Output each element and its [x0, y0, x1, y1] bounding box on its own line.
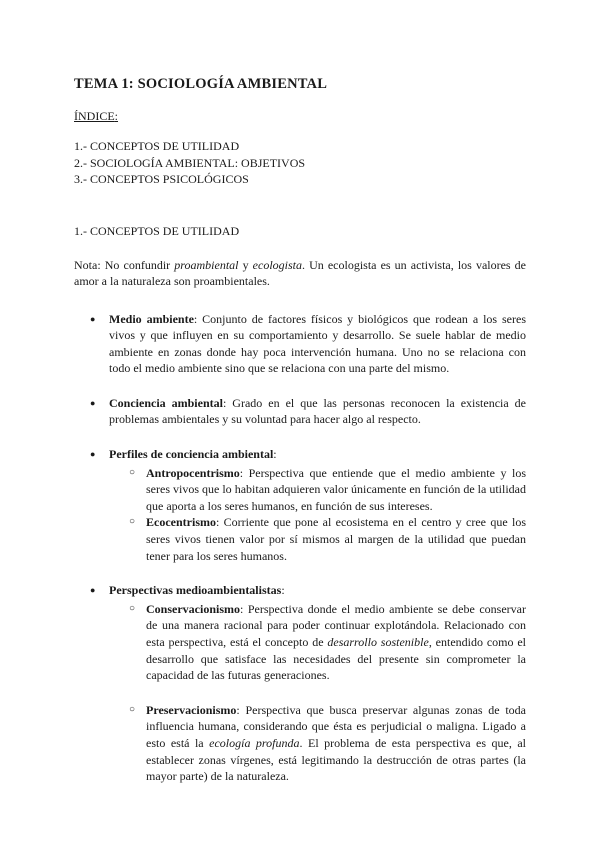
list-item [74, 446, 526, 564]
definition-text: : Corriente que pone al ecosistema en el centro y cree que los seres vivos tienen valor por sí mismos al margen de la utilidad que puedan tener para los seres humanos. [146, 515, 526, 563]
definition-text: : Conjunto de factores físicos y biológicos que rodean a los seres vivos y que influyen en su comportamiento y desarrollo. Se suele hablar de medio ambiente en zonas donde hay poca intervención humana. Uno no se relaciona con todo el medio ambiente sino que se relaciona con una parte del mismo. [109, 311, 526, 376]
list-item [74, 395, 526, 428]
list-item [74, 311, 526, 377]
term-conservacionismo: Conservacionismo [146, 601, 240, 616]
term-perspectivas: Perspectivas medioambientalistas [109, 583, 282, 598]
table-of-contents [74, 138, 526, 188]
definition-text: : Perspectiva que busca preservar algunas zonas de toda influencia humana, considerando que ésta es perjudicial o maligna. Ligado a esto está la [146, 702, 526, 750]
term-conciencia-ambiental: Conciencia ambiental [109, 395, 223, 410]
toc-item: 2.- SOCIOLOGÍA AMBIENTAL: OBJETIVOS [74, 155, 306, 170]
note-paragraph [74, 257, 526, 290]
definition-text: : Grado en el que las personas reconocen la existencia de problemas ambientales y su voluntad para hacer algo al respecto. [109, 395, 527, 427]
term-colon: : [273, 447, 277, 462]
list-item [74, 582, 526, 785]
bullet-icon: ● [90, 449, 96, 460]
term-ecologia-profunda: ecología profunda [209, 735, 300, 750]
index-colon: : [114, 109, 119, 123]
definition-text: , entendido como el desarrollo que satisface las necesidades del presente sin comprometer la capacidad de las futuras generaciones. [146, 635, 527, 683]
circle-bullet-icon: ○ [129, 602, 136, 614]
term-perfiles: Perfiles de conciencia ambiental [109, 447, 274, 462]
sub-list [109, 465, 526, 565]
circle-bullet-icon: ○ [129, 516, 136, 528]
sub-list-item [109, 514, 526, 564]
concept-list [74, 311, 526, 785]
index-label: ÍNDICE [74, 109, 115, 123]
bullet-icon: ● [90, 585, 96, 596]
note-text: Nota: No confundir [74, 257, 175, 272]
index-heading [74, 109, 526, 124]
note-term-ecologista: ecologista [252, 257, 302, 272]
note-text: y [238, 257, 253, 272]
bullet-icon: ● [90, 397, 96, 408]
sub-list-item [109, 465, 526, 515]
bullet-icon: ● [90, 313, 96, 324]
term-medio-ambiente: Medio ambiente [109, 311, 194, 326]
term-preservacionismo: Preservacionismo [146, 702, 237, 717]
document-title: TEMA 1: SOCIOLOGÍA AMBIENTAL [74, 76, 328, 92]
section-heading: 1.- CONCEPTOS DE UTILIDAD [74, 223, 240, 238]
sub-list-item [109, 601, 526, 684]
definition-text: : Perspectiva que entiende que el medio ambiente y los seres vivos que lo habitan adquieren valor únicamente en función de la utilidad que aporta a los seres humanos, en función de sus intereses. [146, 465, 526, 513]
note-text: . Un ecologista es un activista, los valores de amor a la naturaleza son proambientales. [74, 257, 527, 288]
term-desarrollo-sostenible: desarrollo sostenible [327, 635, 429, 649]
sub-list-item [109, 702, 526, 785]
definition-text: : Perspectiva donde el medio ambiente se debe conservar de una manera racional para poder continuar explotándola. Relacionado con esta perspectiva, está el concepto de [146, 601, 526, 649]
sub-list [109, 601, 526, 785]
note-term-proambiental: proambiental [174, 257, 239, 272]
definition-text: . El problema de esta perspectiva es que, al establecer zonas vírgenes, está legitimando la destrucción de otras partes (la mayor parte) de la naturaleza. [146, 735, 526, 784]
circle-bullet-icon: ○ [129, 703, 136, 715]
circle-bullet-icon: ○ [129, 466, 136, 478]
term-colon: : [281, 583, 285, 598]
term-ecocentrismo: Ecocentrismo [146, 515, 216, 530]
term-antropocentrismo: Antropocentrismo [146, 465, 240, 480]
toc-item: 3.- CONCEPTOS PSICOLÓGICOS [74, 172, 249, 186]
toc-item: 1.- CONCEPTOS DE UTILIDAD [74, 139, 240, 153]
